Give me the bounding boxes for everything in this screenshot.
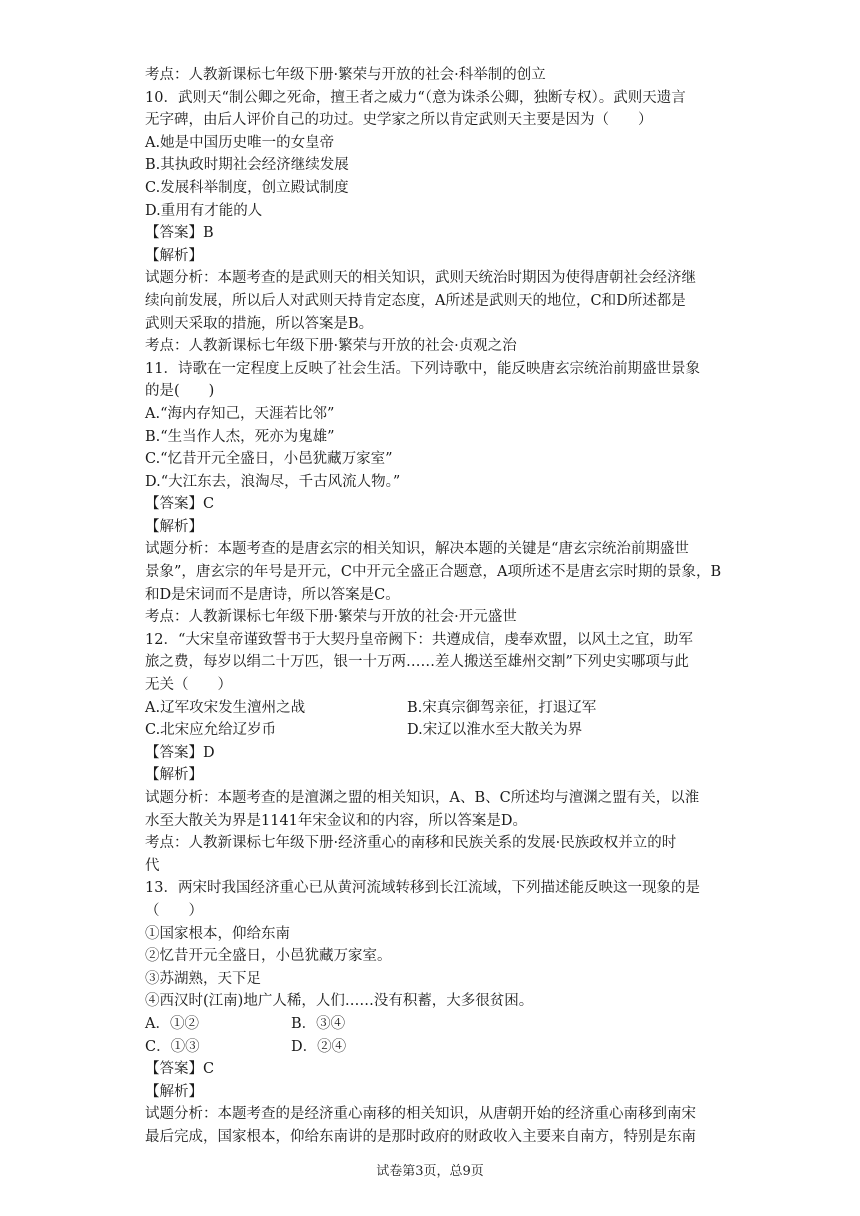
analysis-heading: 【解析】 bbox=[145, 518, 203, 535]
option-row bbox=[145, 697, 723, 720]
option-line: B.其执政时期社会经济继续发展 bbox=[145, 157, 349, 174]
option-b: B.宋真宗御驾亲征，打退辽军 bbox=[407, 699, 597, 716]
text-line: 旅之费，每岁以绢二十万匹，银一十万两……差人搬送至雄州交割”下列史实哪项与此 bbox=[145, 654, 689, 671]
answer-line: 【答案】C bbox=[145, 1061, 215, 1078]
option-c: C．①③ bbox=[145, 1038, 200, 1055]
text-line: 考点：人教新课标七年级下册·经济重心的南移和民族关系的发展·民族政权并立的时 bbox=[145, 835, 677, 852]
option-line: D.重用有才能的人 bbox=[145, 202, 263, 219]
answer-line: 【答案】B bbox=[145, 225, 214, 242]
option-row bbox=[145, 719, 723, 742]
text-line: 水至大散关为界是1141年宋金议和的内容，所以答案是D。 bbox=[145, 812, 528, 829]
page-footer: 试卷第3页，总9页 bbox=[376, 1164, 484, 1179]
option-b: B．③④ bbox=[291, 1015, 346, 1032]
answer-line: 【答案】C bbox=[145, 496, 215, 513]
question-10-stem: 10．武则天“制公卿之死命，擅王者之威力“（意为诛杀公卿，独断专权）。武则天遗言 bbox=[145, 89, 686, 106]
option-row bbox=[145, 1036, 723, 1059]
text-line: 和D是宋词而不是唐诗，所以答案是C。 bbox=[145, 586, 400, 603]
option-line: A.“海内存知己，天涯若比邻” bbox=[145, 405, 335, 422]
analysis-heading: 【解析】 bbox=[145, 1083, 203, 1100]
text-line: 考点：人教新课标七年级下册·繁荣与开放的社会·贞观之治 bbox=[145, 338, 517, 355]
statement-line: ③苏湖熟，天下足 bbox=[145, 970, 261, 987]
text-line: 代 bbox=[145, 857, 160, 874]
text-line: 考点：人教新课标七年级下册·繁荣与开放的社会·科举制的创立 bbox=[145, 67, 546, 83]
question-12-stem: 12．“大宋皇帝谨致誓书于大契丹皇帝阙下：共遵成信，虔奉欢盟，以风土之宜，助军 bbox=[145, 631, 693, 648]
analysis-heading: 【解析】 bbox=[145, 247, 203, 264]
text-line: 考点：人教新课标七年级下册·繁荣与开放的社会·开元盛世 bbox=[145, 609, 517, 626]
option-d: D．②④ bbox=[291, 1038, 347, 1055]
text-line: 续向前发展，所以后人对武则天持肯定态度，A所述是武则天的地位，C和D所述都是 bbox=[145, 292, 686, 309]
text-line: 的是( ) bbox=[145, 383, 215, 400]
answer-line: 【答案】D bbox=[145, 744, 215, 761]
option-line: B.“生当作人杰，死亦为鬼雄” bbox=[145, 428, 335, 445]
text-line: 无关（ ） bbox=[145, 677, 232, 694]
document-body bbox=[145, 64, 723, 1149]
statement-line: ②忆昔开元全盛日，小邑犹藏万家室。 bbox=[145, 948, 392, 965]
text-line: 景象”，唐玄宗的年号是开元，C中开元全盛正合题意，A项所述不是唐玄宗时期的景象，B bbox=[145, 564, 722, 581]
option-row bbox=[145, 1013, 723, 1036]
statement-line: ①国家根本，仰给东南 bbox=[145, 925, 290, 942]
option-line: D.“大江东去，浪淘尽，千古风流人物。” bbox=[145, 473, 401, 490]
option-c: C.北宋应允给辽岁币 bbox=[145, 722, 277, 739]
text-line: 无字碑，由后人评价自己的功过。史学家之所以肯定武则天主要是因为（ ） bbox=[145, 112, 653, 129]
option-a: A.辽军攻宋发生澶州之战 bbox=[145, 699, 306, 716]
question-13-stem: 13．两宋时我国经济重心已从黄河流域转移到长江流域，下列描述能反映这一现象的是 bbox=[145, 880, 700, 897]
text-line: 试题分析：本题考查的是澶渊之盟的相关知识，A、B、C所述均与澶渊之盟有关，以淮 bbox=[145, 790, 700, 806]
text-line: 最后完成，国家根本，仰给东南讲的是那时政府的财政收入主要来自南方，特别是东南 bbox=[145, 1128, 696, 1145]
option-line: A.她是中国历史唯一的女皇帝 bbox=[145, 134, 335, 151]
option-a: A．①② bbox=[145, 1015, 199, 1032]
question-11-stem: 11．诗歌在一定程度上反映了社会生活。下列诗歌中，能反映唐玄宗统治前期盛世景象 bbox=[145, 360, 700, 377]
text-line: 试题分析：本题考查的是唐玄宗的相关知识，解决本题的关键是“唐玄宗统治前期盛世 bbox=[145, 541, 689, 558]
statement-line: ④西汉时(江南)地广人稀，人们……没有积蓄，大多很贫困。 bbox=[145, 993, 534, 1010]
analysis-heading: 【解析】 bbox=[145, 767, 203, 784]
text-line: （ ） bbox=[145, 902, 203, 919]
text-line: 试题分析：本题考查的是经济重心南移的相关知识，从唐朝开始的经济重心南移到南宋 bbox=[145, 1106, 696, 1123]
option-line: C.发展科举制度，创立殿试制度 bbox=[145, 179, 349, 196]
option-d: D.宋辽以淮水至大散关为界 bbox=[407, 722, 583, 739]
text-line: 武则天采取的措施，所以答案是B。 bbox=[145, 315, 374, 332]
text-line: 试题分析：本题考查的是武则天的相关知识，武则天统治时期因为使得唐朝社会经济继 bbox=[145, 270, 696, 287]
option-line: C.“忆昔开元全盛日，小邑犹藏万家室” bbox=[145, 451, 393, 468]
